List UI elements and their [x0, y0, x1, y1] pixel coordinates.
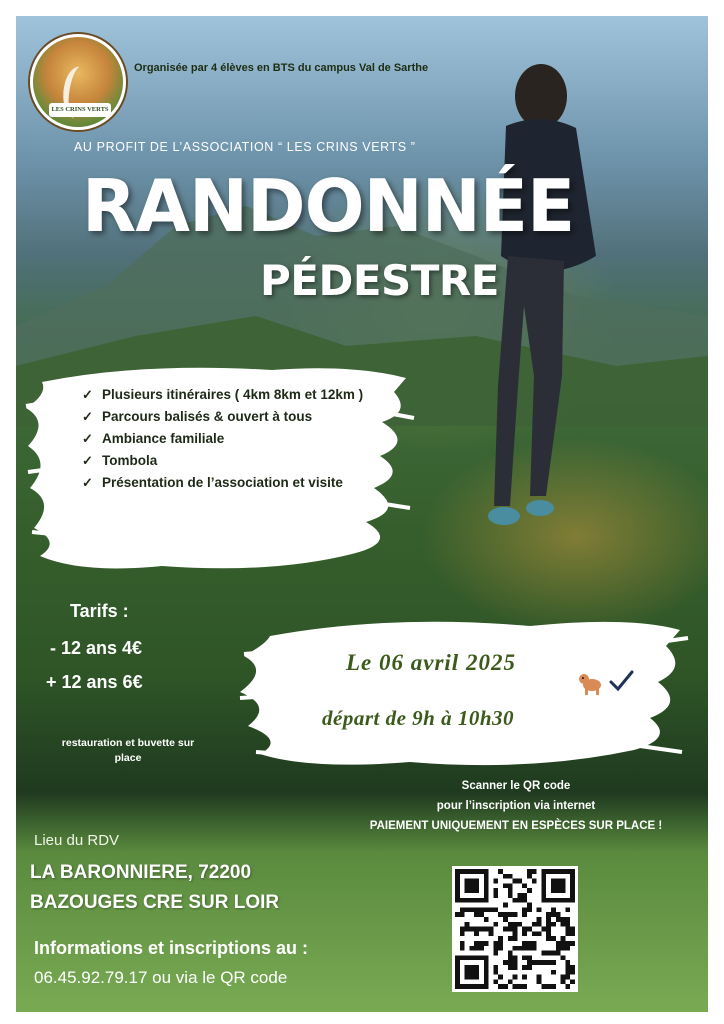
restauration-note: restauration et buvette sur place — [61, 737, 195, 764]
feature-label: Ambiance familiale — [102, 431, 225, 446]
rdv-label: Lieu du RDV — [34, 832, 120, 849]
check-icon: ✓ — [82, 453, 93, 468]
features-list — [82, 386, 382, 496]
contact-heading: Informations et inscriptions au : — [34, 938, 309, 958]
price-over-12: + 12 ans 6€ — [46, 672, 143, 692]
qr-line-1: Scanner le QR code — [461, 780, 571, 792]
organizer-text: Organisée par 4 élèves en BTS du campus Val de Sarthe — [134, 62, 429, 74]
list-item — [82, 452, 382, 469]
contact-phone: 06.45.92.79.17 ou via le QR code — [34, 968, 288, 987]
page-title: RANDONNÉE — [82, 164, 575, 248]
logo-text: LES CRINS VERTS — [49, 103, 111, 117]
list-item — [82, 474, 382, 491]
qr-line-2: pour l’inscription via internet — [436, 800, 596, 812]
association-logo — [30, 34, 126, 130]
list-item — [82, 430, 382, 447]
poster — [16, 16, 708, 1012]
page-subtitle: PÉDESTRE — [260, 256, 499, 305]
check-icon: ✓ — [82, 475, 93, 490]
check-icon: ✓ — [82, 409, 93, 424]
feature-label: Parcours balisés & ouvert à tous — [102, 409, 313, 424]
check-icon: ✓ — [82, 431, 93, 446]
hiker-figure — [446, 56, 626, 576]
feature-label: Présentation de l’association et visite — [102, 475, 343, 490]
check-icon: ✓ — [82, 387, 93, 402]
price-under-12: - 12 ans 4€ — [50, 638, 143, 658]
list-item — [82, 408, 382, 425]
address-line-2: BAZOUGES CRE SUR LOIR — [30, 892, 280, 913]
tarifs-heading: Tarifs : — [70, 601, 129, 621]
list-item — [82, 386, 382, 403]
profit-text: AU PROFIT DE L’ASSOCIATION “ LES CRINS VERTS ” — [74, 140, 416, 154]
qr-code[interactable] — [452, 866, 578, 992]
qr-code-graphic[interactable] — [455, 869, 575, 989]
address-line-1: LA BARONNIERE, 72200 — [30, 862, 252, 883]
event-date: Le 06 avril 2025 — [346, 650, 516, 675]
dog-icon — [576, 670, 606, 696]
tick-icon — [608, 668, 634, 694]
departure-time: départ de 9h à 10h30 — [322, 706, 515, 730]
qr-instructions — [326, 776, 706, 836]
feature-label: Plusieurs itinéraires ( 4km 8km et 12km ) — [102, 387, 364, 402]
feature-label: Tombola — [102, 453, 158, 468]
payment-notice: PAIEMENT UNIQUEMENT EN ESPÈCES SUR PLACE ! — [369, 820, 663, 832]
